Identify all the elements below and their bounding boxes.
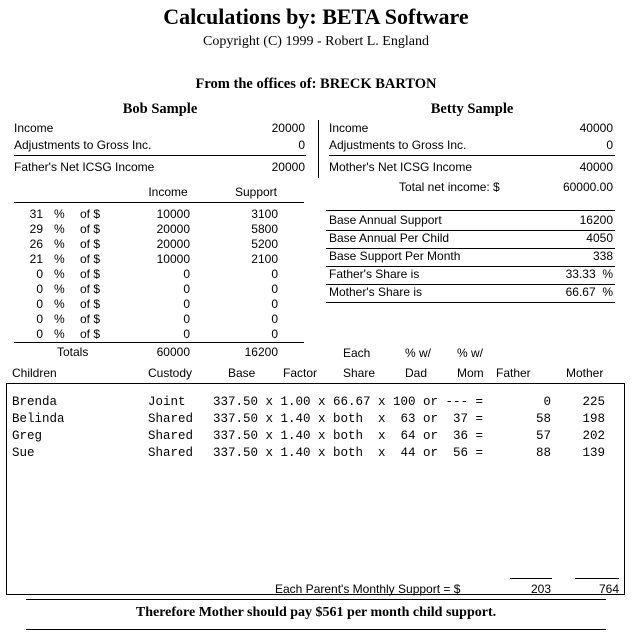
pct-value: 26	[29, 237, 43, 251]
bracket-income: 10000	[156, 207, 190, 221]
child-mother-amount: 198	[582, 412, 605, 426]
mother-net-value: 40000	[579, 160, 613, 174]
base-row-value: 66.67 %	[565, 285, 613, 299]
header-pct-w-mom: % w/	[457, 346, 484, 360]
base-box-top-rule	[326, 210, 615, 211]
bracket-support: 3100	[251, 207, 278, 221]
base-row-value: 4050	[586, 231, 613, 245]
of-dollar-label: of $	[80, 297, 101, 311]
pct-sign: %	[54, 282, 65, 296]
total-net-income-label: Total net income: $	[399, 180, 500, 194]
mother-name: Betty Sample	[430, 101, 514, 117]
bracket-support: 0	[271, 282, 278, 296]
mother-net-label: Mother's Net ICSG Income	[329, 160, 473, 174]
conclusion-top-rule	[26, 599, 606, 600]
total-net-income-value: 60000.00	[562, 180, 613, 194]
father-net-value: 20000	[271, 160, 305, 174]
of-dollar-label: of $	[80, 222, 101, 236]
mother-divider	[329, 155, 615, 156]
monthly-support-father: 203	[530, 582, 551, 596]
bracket-support: 0	[271, 267, 278, 281]
bracket-income: 0	[183, 267, 190, 281]
totals-income: 60000	[156, 345, 190, 359]
pct-value: 0	[36, 327, 43, 341]
father-sum-rule	[510, 578, 552, 579]
bracket-income: 0	[183, 282, 190, 296]
pct-table-bottom-rule	[14, 342, 304, 343]
support-column-header: Support	[234, 185, 278, 199]
mother-income-label: Income	[329, 121, 369, 135]
pct-sign: %	[54, 237, 65, 251]
pct-sign: %	[54, 267, 65, 281]
child-custody: Shared	[148, 446, 194, 460]
child-calculation: 337.50 x 1.40 x both x 63 or 37 =	[213, 412, 484, 426]
copyright-line: Copyright (C) 1999 - Robert L. England	[203, 34, 429, 49]
child-calculation: 337.50 x 1.40 x both x 64 or 36 =	[213, 429, 484, 443]
bracket-support: 5200	[251, 237, 278, 251]
header-share: Share	[343, 366, 376, 380]
totals-support: 16200	[244, 345, 278, 359]
base-row-value: 16200	[579, 213, 613, 227]
child-custody: Shared	[148, 429, 194, 443]
header-factor: Factor	[283, 366, 318, 380]
mother-sum-rule	[575, 578, 619, 579]
child-father-amount: 58	[535, 412, 551, 426]
father-income-label: Income	[14, 121, 54, 135]
of-dollar-label: of $	[80, 237, 101, 251]
father-adj-label: Adjustments to Gross Inc.	[14, 138, 152, 152]
of-dollar-label: of $	[80, 252, 101, 266]
monthly-support-label: Each Parent's Monthly Support = $	[275, 582, 461, 596]
pct-sign: %	[54, 312, 65, 326]
pct-sign: %	[54, 207, 65, 221]
child-custody: Joint	[148, 395, 186, 409]
pct-value: 29	[29, 222, 43, 236]
header-dad: Dad	[405, 366, 428, 380]
office-line: From the offices of: BRECK BARTON	[195, 76, 437, 92]
bracket-support: 0	[271, 297, 278, 311]
father-income-value: 20000	[271, 121, 305, 135]
pct-value: 0	[36, 297, 43, 311]
bracket-income: 20000	[156, 237, 190, 251]
father-adj-value: 0	[298, 138, 305, 152]
of-dollar-label: of $	[80, 282, 101, 296]
child-calculation: 337.50 x 1.00 x 66.67 x 100 or --- =	[213, 395, 484, 409]
child-mother-amount: 225	[582, 395, 605, 409]
base-row-value: 33.33 %	[565, 267, 613, 281]
bracket-support: 5800	[251, 222, 278, 236]
of-dollar-label: of $	[80, 327, 101, 341]
pct-sign: %	[54, 297, 65, 311]
mother-adj-value: 0	[606, 138, 613, 152]
child-father-amount: 88	[535, 446, 551, 460]
mother-adj-label: Adjustments to Gross Inc.	[329, 138, 467, 152]
pct-value: 0	[36, 267, 43, 281]
base-row-value: 338	[592, 249, 613, 263]
header-father: Father	[496, 366, 531, 380]
child-name: Brenda	[12, 395, 58, 409]
child-mother-amount: 139	[582, 446, 605, 460]
bracket-support: 0	[271, 312, 278, 326]
child-custody: Shared	[148, 412, 194, 426]
bracket-income: 20000	[156, 222, 190, 236]
monthly-support-mother: 764	[598, 582, 619, 596]
child-father-amount: 57	[535, 429, 551, 443]
child-name: Belinda	[12, 412, 65, 426]
mother-income-value: 40000	[579, 121, 613, 135]
bracket-support: 2100	[251, 252, 278, 266]
header-each: Each	[343, 346, 371, 360]
header-custody: Custody	[148, 366, 193, 380]
child-mother-amount: 202	[582, 429, 605, 443]
child-father-amount: 0	[543, 395, 551, 409]
father-net-label: Father's Net ICSG Income	[14, 160, 155, 174]
pct-value: 31	[29, 207, 43, 221]
base-row-label: Base Annual Support	[329, 213, 442, 227]
pct-sign: %	[54, 252, 65, 266]
income-column-header: Income	[148, 185, 188, 199]
header-base: Base	[228, 366, 256, 380]
child-name: Greg	[12, 429, 43, 443]
base-row-label: Base Support Per Month	[329, 249, 461, 263]
base-row-rule	[326, 302, 615, 303]
child-calculation: 337.50 x 1.40 x both x 44 or 56 =	[213, 446, 484, 460]
bracket-income: 0	[183, 327, 190, 341]
header-mother: Mother	[566, 366, 604, 380]
pct-value: 21	[29, 252, 43, 266]
pct-sign: %	[54, 327, 65, 341]
child-name: Sue	[12, 446, 35, 460]
pct-sign: %	[54, 222, 65, 236]
center-divider	[318, 120, 319, 178]
bracket-support: 0	[271, 327, 278, 341]
of-dollar-label: of $	[80, 267, 101, 281]
bracket-income: 0	[183, 312, 190, 326]
father-name: Bob Sample	[122, 101, 198, 117]
totals-label: Totals	[57, 345, 89, 359]
conclusion-bottom-rule	[26, 629, 606, 630]
header-mom: Mom	[457, 366, 484, 380]
father-divider	[14, 155, 306, 156]
bracket-income: 10000	[156, 252, 190, 266]
page-title: Calculations by: BETA Software	[163, 4, 469, 29]
base-row-label: Father's Share is	[329, 267, 420, 281]
pct-value: 0	[36, 312, 43, 326]
conclusion-text: Therefore Mother should pay $561 per month child support.	[135, 605, 497, 620]
bracket-income: 0	[183, 297, 190, 311]
pct-value: 0	[36, 282, 43, 296]
header-children: Children	[12, 366, 57, 380]
pct-table-top-rule	[14, 202, 304, 203]
of-dollar-label: of $	[80, 207, 101, 221]
of-dollar-label: of $	[80, 312, 101, 326]
base-row-label: Mother's Share is	[329, 285, 422, 299]
header-pct-w-dad: % w/	[405, 346, 432, 360]
base-row-label: Base Annual Per Child	[329, 231, 450, 245]
